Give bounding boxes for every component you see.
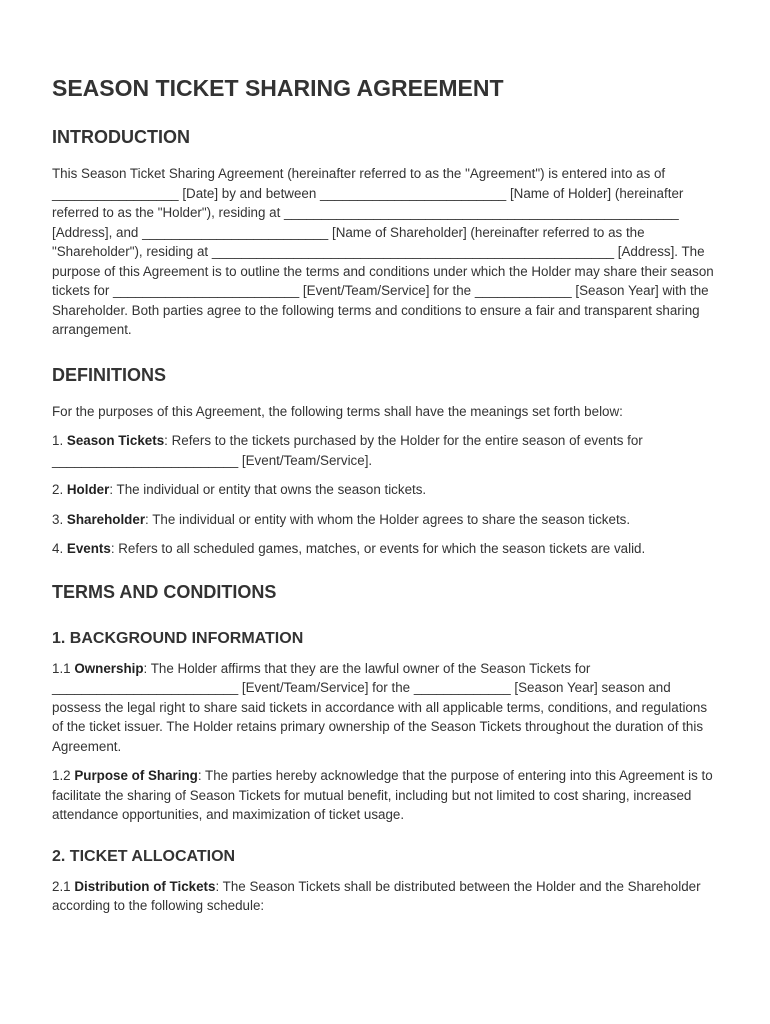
clause-number: 1.1: [52, 660, 75, 676]
definition-number: 2.: [52, 482, 67, 497]
ticket-allocation-heading: 2. TICKET ALLOCATION: [52, 847, 236, 865]
introduction-heading: INTRODUCTION: [52, 127, 190, 147]
clause-number: 2.1: [52, 878, 75, 894]
document-title: SEASON TICKET SHARING AGREEMENT: [52, 75, 504, 101]
clause-ownership: [52, 659, 718, 757]
clause-purpose-of-sharing: [52, 766, 718, 825]
definition-item-holder: [52, 480, 718, 500]
definition-text: : The individual or entity that owns the season tickets.: [109, 482, 427, 497]
background-heading: 1. BACKGROUND INFORMATION: [52, 629, 304, 647]
definitions-heading: DEFINITIONS: [52, 364, 167, 385]
clause-number: 1.2: [52, 768, 75, 783]
definition-text: : Refers to the tickets purchased by the Holder for the entire season of events for _________________________ [Event/Team/Service].: [52, 433, 643, 468]
definition-number: 4.: [52, 541, 67, 556]
definition-term: Holder: [66, 482, 110, 497]
clause-distribution-of-tickets: [52, 877, 718, 916]
definition-item-shareholder: [52, 510, 718, 530]
definition-term: Shareholder: [66, 511, 146, 527]
clause-text: : The Season Tickets shall be distributed between the Holder and the Shareholder according to the following schedule:: [52, 878, 701, 913]
definitions-intro: For the purposes of this Agreement, the following terms shall have the meanings set forth below:: [52, 403, 623, 419]
clause-text: : The parties hereby acknowledge that the purpose of entering into this Agreement is to facilitate the sharing of Season Tickets for mutual benefit, including but not limited to cost sharing, increased attendance opportunities, and maximization of ticket usage.: [52, 768, 713, 822]
clause-text: : The Holder affirms that they are the lawful owner of the Season Tickets for _________________________ [Event/Team/Service] for the _____________ [Season Year] season and possess the legal right to share said tickets in accordance with all applicable terms, conditions, and regulations of the ticket issuer. The Holder retains primary ownership of the Season Tickets throughout the duration of this Agreement.: [52, 660, 708, 754]
terms-heading: TERMS AND CONDITIONS: [52, 581, 277, 602]
clause-term: Ownership: [74, 660, 144, 676]
definition-term: Events: [66, 541, 111, 556]
definition-item-events: [52, 539, 718, 559]
clause-term: Purpose of Sharing: [74, 768, 198, 783]
definition-number: 1.: [52, 433, 67, 448]
clause-term: Distribution of Tickets: [74, 878, 216, 894]
definition-text: : Refers to all scheduled games, matches, or events for which the season tickets are valid.: [110, 541, 646, 556]
introduction-paragraph: This Season Ticket Sharing Agreement (hereinafter referred to as the "Agreement") is entered into as of _________________ [Date] by and between _________________________ [Name of Holder] (hereinafter referred to as the "Holder"), residing at _____________________________________________________ [Address], and _________________________ [Name of Shareholder] (hereinafter referred to as the "Shareholder"), residing at ______________________________________________________ [Address]. The purpose of this Agreement is to outline the terms and conditions under which the Holder may share their season tickets for _________________________ [Event/Team/Service] for the _____________ [Season Year] with the Shareholder. Both parties agree to the following terms and conditions to ensure a fair and transparent sharing arrangement.: [52, 166, 714, 337]
definition-term: Season Tickets: [66, 433, 165, 448]
definition-item-season-tickets: [52, 431, 718, 470]
definition-number: 3.: [52, 511, 67, 527]
definition-text: : The individual or entity with whom the Holder agrees to share the season tickets.: [145, 511, 631, 527]
